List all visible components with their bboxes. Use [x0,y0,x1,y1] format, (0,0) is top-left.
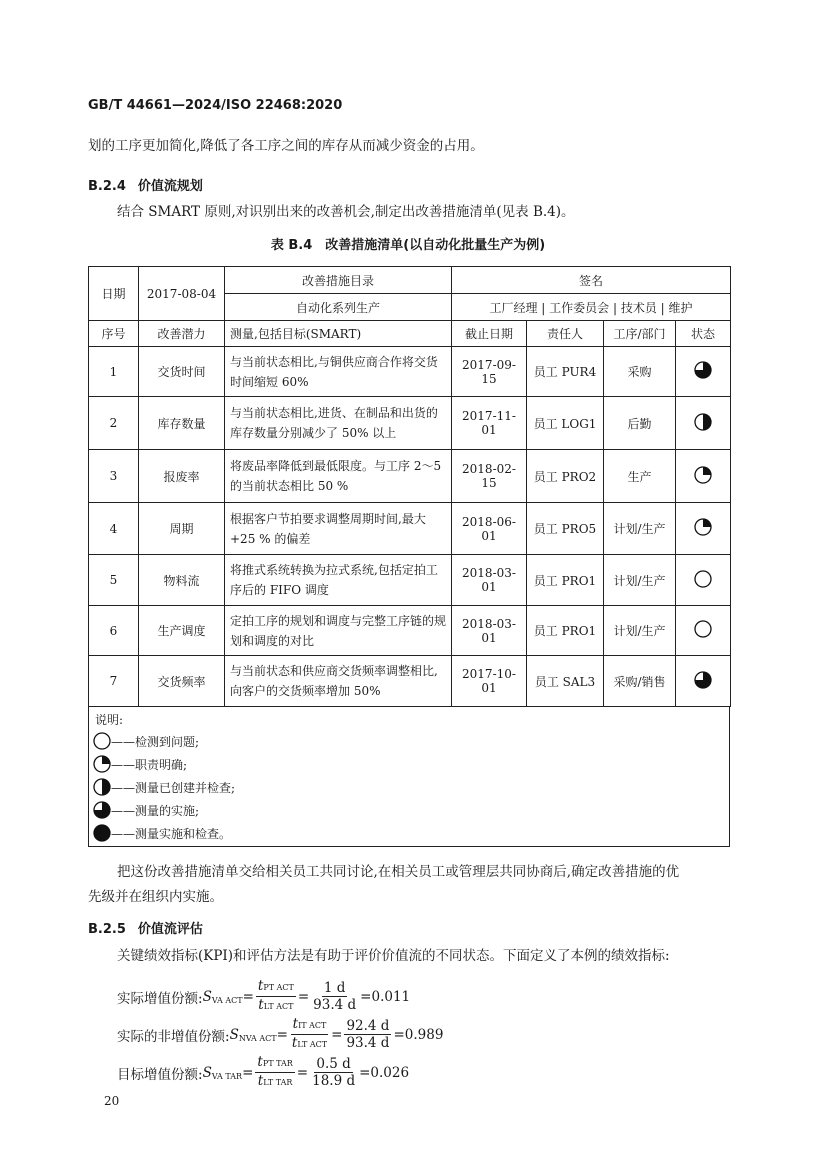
row-potential: 库存数量 [139,397,225,450]
section-title: 价值流规划 [137,179,203,194]
table-row [89,347,731,397]
formula-value-fraction: $\frac{1 d}{93.4 d}$ [313,980,357,1013]
row-potential: 生产调度 [139,606,225,656]
kpi-formula: 实际的非增值份额: S NVA ACT = $\frac{\text{tIT ACT}}{\text{tLT ACT}}$ = $\frac{92.4 d}{93.4 d}$ =0.989 [117,1016,444,1051]
row-owner: 员工 LOG1 [527,397,604,450]
table-row [89,397,731,450]
section-b25-paragraph: 关键绩效指标(KPI)和评估方法是有助于评价价值流的不同状态。下面定义了本例的绩效指标: [117,948,670,964]
row-measure: 将推式系统转换为拉式系统,包括定拍工序后的 FIFO 调度 [225,555,452,606]
row-deadline: 2018-06-01 [452,503,527,555]
legend-item [93,754,187,774]
section-title: 价值流评估 [137,922,203,937]
formula-symbol-subscript: VA TAR [211,1072,243,1081]
status-icon [93,778,111,796]
status-icon [676,656,731,707]
status-icon [676,503,731,555]
formula-time-fraction: $\frac{\text{tPT ACT}}{\text{tLT ACT}}$ [257,978,294,1013]
formula-value-fraction: $\frac{0.5 d}{18.9 d}$ [312,1056,356,1089]
date-label: 日期 [89,267,139,321]
legend-text: ——测量已创建并检查; [111,780,236,795]
status-icon [676,397,731,450]
row-dept: 后勤 [604,397,676,450]
formula-label: 实际增值份额: [117,990,203,1007]
catalog-value: 自动化系列生产 [225,294,452,321]
formula-time-fraction: $\frac{\text{tPT TAR}}{\text{tLT TAR}}$ [257,1054,293,1089]
formula-symbol-subscript: NVA ACT [238,1034,277,1043]
status-icon [93,824,111,842]
sign-value: 工厂经理 | 工作委员会 | 技术员 | 维护 [452,294,731,321]
row-measure: 与当前状态和供应商交货频率调整相比,向客户的交货频率增加 50% [225,656,452,707]
row-measure: 根据客户节拍要求调整周期时间,最大 +25 % 的偏差 [225,503,452,555]
row-measure: 将废品率降低到最低限度。与工序 2～5 的当前状态相比 50 % [225,450,452,503]
legend-text: ——测量实施和检查。 [111,826,232,841]
row-number: 7 [89,656,139,707]
after-table-line1: 把这份改善措施清单交给相关员工共同讨论,在相关员工或管理层共同协商后,确定改善措施的优 [117,864,680,880]
formula-symbol: S [202,1064,212,1081]
row-owner: 员工 PRO2 [527,450,604,503]
after-table-line2: 先级并在组织内实施。 [88,889,223,905]
row-deadline: 2017-11-01 [452,397,527,450]
sign-label: 签名 [452,267,731,294]
column-header-row [89,321,731,347]
row-dept: 生产 [604,450,676,503]
column-header: 测量,包括目标(SMART) [225,321,452,347]
row-deadline: 2018-02-15 [452,450,527,503]
row-owner: 员工 SAL3 [527,656,604,707]
formula-result: =0.026 [359,1064,410,1081]
legend-title: 说明: [95,713,124,727]
legend-item [93,800,199,820]
intro-paragraph: 划的工序更加简化,降低了各工序之间的库存从而减少资金的占用。 [88,138,484,154]
table-row [89,450,731,503]
table-caption: 表 B.4 改善措施清单(以自动化批量生产为例) [270,238,546,253]
standard-header: GB/T 44661—2024/ISO 22468:2020 [88,98,343,113]
formula-label: 目标增值份额: [117,1066,203,1083]
row-deadline: 2018-03-01 [452,555,527,606]
status-icon [676,450,731,503]
row-deadline: 2017-10-01 [452,656,527,707]
row-potential: 交货频率 [139,656,225,707]
row-dept: 采购 [604,347,676,397]
row-deadline: 2018-03-01 [452,606,527,656]
legend-text: ——测量的实施; [111,803,200,818]
formula-symbol: S [202,988,212,1005]
table-row [89,555,731,606]
row-measure: 定拍工序的规划和调度与完整工序链的规划和调度的对比 [225,606,452,656]
row-dept: 计划/生产 [604,606,676,656]
row-dept: 采购/销售 [604,656,676,707]
legend-item [93,731,199,751]
section-b24-paragraph: 结合 SMART 原则,对识别出来的改善机会,制定出改善措施清单(见表 B.4)。 [117,204,575,220]
row-number: 3 [89,450,139,503]
column-header: 责任人 [527,321,604,347]
improvement-table [88,266,731,707]
status-icon [676,347,731,397]
row-owner: 员工 PRO5 [527,503,604,555]
status-icon [93,755,111,773]
section-number: B.2.5 [88,922,126,937]
row-measure: 与当前状态相比,进货、在制品和出货的库存数量分别减少了 50% 以上 [225,397,452,450]
row-number: 5 [89,555,139,606]
section-b24-heading [88,175,203,194]
section-number: B.2.4 [88,179,126,194]
formula-time-fraction: $\frac{\text{tIT ACT}}{\text{tLT ACT}}$ [291,1016,328,1051]
page-number: 20 [104,1094,120,1108]
row-dept: 计划/生产 [604,555,676,606]
formula-symbol: S [229,1026,239,1043]
row-dept: 计划/生产 [604,503,676,555]
column-header: 截止日期 [452,321,527,347]
row-deadline: 2017-09-15 [452,347,527,397]
formula-label: 实际的非增值份额: [117,1028,230,1045]
column-header: 改善潜力 [139,321,225,347]
legend-item [93,777,235,797]
kpi-formula: 实际增值份额: S VA ACT = $\frac{\text{tPT ACT}}{\text{tLT ACT}}$ = $\frac{1 d}{93.4 d}$ =0.011 [117,978,411,1013]
formula-symbol-subscript: VA ACT [211,996,243,1005]
row-potential: 周期 [139,503,225,555]
kpi-formula: 目标增值份额: S VA TAR = $\frac{\text{tPT TAR}}{\text{tLT TAR}}$ = $\frac{0.5 d}{18.9 d}$ =0.026 [117,1054,410,1089]
status-icon [676,555,731,606]
row-number: 4 [89,503,139,555]
table-legend [88,707,730,847]
table-row [89,656,731,707]
status-icon [93,801,111,819]
formula-value-fraction: $\frac{92.4 d}{93.4 d}$ [346,1018,390,1051]
table-row [89,606,731,656]
row-number: 2 [89,397,139,450]
column-header: 序号 [89,321,139,347]
date-value: 2017-08-04 [139,267,225,321]
formula-result: =0.989 [393,1026,444,1043]
column-header: 状态 [676,321,731,347]
row-potential: 交货时间 [139,347,225,397]
row-number: 1 [89,347,139,397]
row-number: 6 [89,606,139,656]
legend-text: ——职责明确; [111,757,188,772]
legend-item [93,823,231,843]
table-row [89,503,731,555]
section-b25-heading [88,918,203,937]
status-icon [676,606,731,656]
row-owner: 员工 PRO1 [527,606,604,656]
column-header: 工序/部门 [604,321,676,347]
formula-result: =0.011 [360,988,411,1005]
legend-text: ——检测到问题; [111,734,200,749]
catalog-label: 改善措施目录 [225,267,452,294]
status-icon [93,732,111,750]
row-potential: 报废率 [139,450,225,503]
row-owner: 员工 PRO1 [527,555,604,606]
row-potential: 物料流 [139,555,225,606]
row-measure: 与当前状态相比,与铜供应商合作将交货时间缩短 60% [225,347,452,397]
row-owner: 员工 PUR4 [527,347,604,397]
